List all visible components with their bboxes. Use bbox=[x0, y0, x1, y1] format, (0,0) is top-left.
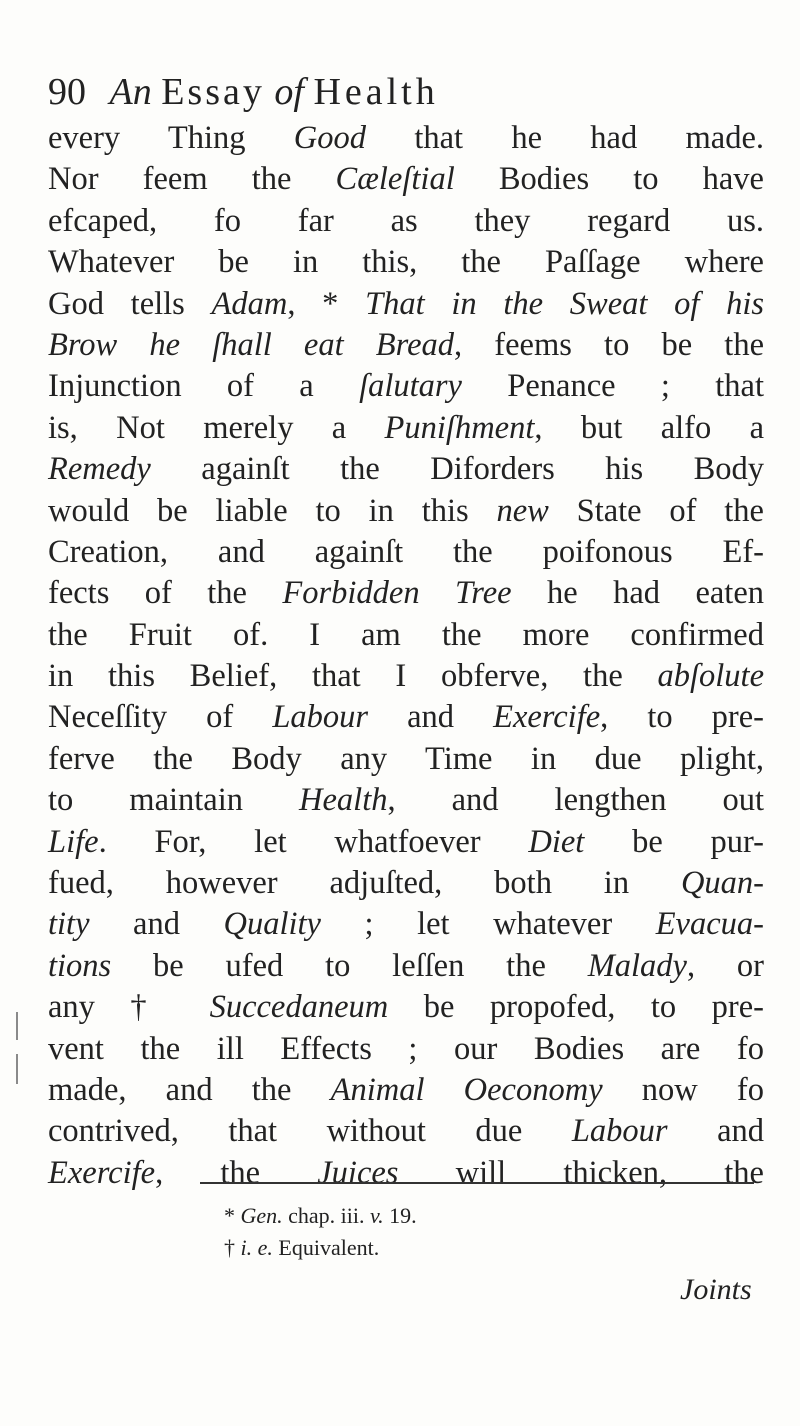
text-run: Neceſſity of bbox=[48, 699, 273, 736]
text-run: Equivalent. bbox=[272, 1235, 380, 1260]
text-run: , and lengthen out bbox=[387, 782, 764, 819]
text-run: , the bbox=[155, 1154, 318, 1191]
footnotes bbox=[224, 1200, 764, 1264]
text-run: that he had made. bbox=[366, 120, 765, 156]
text-run: would be liable to in this bbox=[48, 492, 497, 529]
body-line bbox=[48, 1029, 764, 1070]
italic-text: Brow he ſhall eat Bread bbox=[48, 326, 455, 363]
body-line bbox=[48, 946, 764, 987]
italic-text: Quality bbox=[223, 906, 321, 943]
text-run: and bbox=[89, 906, 224, 943]
italic-text: Life bbox=[48, 823, 99, 860]
body-line bbox=[48, 1111, 764, 1152]
body-line bbox=[48, 491, 764, 532]
body-line bbox=[48, 615, 764, 656]
text-run: , but alfo a bbox=[534, 409, 764, 446]
body-line bbox=[48, 904, 764, 945]
margin-mark bbox=[16, 1054, 18, 1084]
italic-text: Health bbox=[299, 782, 388, 819]
text-run: Penance ; that bbox=[461, 368, 764, 405]
text-run: Injunction of a bbox=[48, 368, 360, 405]
page-number: 90 bbox=[48, 71, 86, 113]
body-line bbox=[48, 573, 764, 614]
italic-text: Labour bbox=[571, 1113, 668, 1150]
body-line bbox=[48, 1070, 764, 1111]
body-line bbox=[48, 532, 764, 573]
text-run: be propofed, to pre- bbox=[388, 989, 764, 1026]
body-line bbox=[48, 201, 764, 242]
italic-text: i. e. bbox=[240, 1235, 273, 1260]
text-run: efcaped, fo far as they regard us. bbox=[48, 202, 764, 239]
text-run: is, Not merely a bbox=[48, 409, 385, 446]
text-run: any † bbox=[48, 989, 210, 1026]
italic-text: Quan- bbox=[680, 865, 764, 902]
italic-text: Forbidden Tree bbox=[282, 575, 512, 612]
italic-text: Puniſhment bbox=[384, 409, 535, 446]
italic-text: Diet bbox=[528, 823, 585, 860]
italic-text: Good bbox=[293, 120, 367, 156]
italic-text: Adam bbox=[211, 285, 288, 322]
italic-text: tions bbox=[48, 947, 112, 984]
text-run: State of the bbox=[548, 492, 764, 529]
italic-text: Evacua- bbox=[655, 906, 764, 943]
italic-text: Malady bbox=[587, 947, 687, 984]
text-run: † bbox=[224, 1235, 241, 1260]
text-run: will thicken, the bbox=[398, 1154, 764, 1191]
header-title-of: of bbox=[274, 71, 304, 113]
italic-text: That in the Sweat of his bbox=[365, 285, 764, 322]
italic-text: Animal Oeconomy bbox=[330, 1071, 603, 1108]
italic-text: Cæleſtial bbox=[335, 161, 455, 198]
text-run: 19. bbox=[383, 1203, 417, 1228]
header-title-essay: Essay bbox=[161, 71, 265, 113]
text-run: Whatever be in this, the Paſſage where bbox=[48, 244, 764, 281]
footnote-rule bbox=[200, 1182, 754, 1184]
italic-text: new bbox=[496, 492, 549, 529]
body-line bbox=[48, 159, 764, 200]
text-run: Nor feem the bbox=[48, 161, 336, 198]
text-run: , or bbox=[686, 947, 764, 984]
text-run: made, and the bbox=[48, 1071, 331, 1108]
text-run: fects of the bbox=[48, 575, 283, 612]
body-line bbox=[48, 408, 764, 449]
italic-text: Remedy bbox=[48, 451, 151, 488]
body-line bbox=[48, 863, 764, 904]
text-run: , feems to be the bbox=[454, 326, 764, 363]
text-run: now fo bbox=[602, 1071, 765, 1108]
italic-text: Exercife bbox=[493, 699, 601, 736]
body-line bbox=[48, 366, 764, 407]
text-run: be ufed to leſſen the bbox=[111, 947, 588, 984]
italic-text: v. bbox=[370, 1203, 384, 1228]
body-line bbox=[48, 987, 764, 1028]
text-run: and bbox=[368, 699, 494, 736]
italic-text: ſalutary bbox=[359, 368, 462, 405]
margin-mark bbox=[16, 1012, 18, 1040]
text-run: chap. iii. bbox=[282, 1203, 371, 1228]
text-run: and bbox=[667, 1113, 764, 1150]
body-text bbox=[48, 118, 764, 1194]
text-run: fued, however adjuſted, both in bbox=[48, 865, 681, 902]
body-line bbox=[48, 242, 764, 283]
body-line bbox=[48, 118, 764, 159]
italic-text: Labour bbox=[272, 699, 369, 736]
catchword: Joints bbox=[680, 1273, 752, 1306]
body-line bbox=[48, 284, 764, 325]
italic-text: Gen. bbox=[240, 1203, 283, 1228]
footnote-line bbox=[224, 1232, 764, 1264]
body-line bbox=[48, 822, 764, 863]
text-run: Bodies to have bbox=[454, 161, 764, 198]
text-run: ; let whatever bbox=[320, 906, 656, 943]
italic-text: Juices bbox=[317, 1154, 399, 1191]
body-line bbox=[48, 780, 764, 821]
footnote-line bbox=[224, 1200, 764, 1232]
text-run: to maintain bbox=[48, 782, 300, 819]
text-run: , to pre- bbox=[600, 699, 764, 736]
body-line bbox=[48, 739, 764, 780]
text-run: * bbox=[224, 1203, 241, 1228]
body-line bbox=[48, 449, 764, 490]
running-header bbox=[48, 62, 748, 122]
header-title-health: Health bbox=[313, 71, 439, 113]
body-line bbox=[48, 1153, 764, 1194]
text-run: ferve the Body any Time in due plight, bbox=[48, 740, 764, 777]
header-title-an: An bbox=[109, 71, 152, 113]
text-run: in this Belief, that I obferve, the bbox=[48, 658, 658, 695]
italic-text: Exercife bbox=[48, 1154, 156, 1191]
text-run: . For, let whatfoever bbox=[98, 823, 529, 860]
text-run: he had eaten bbox=[511, 575, 765, 612]
body-line bbox=[48, 325, 764, 366]
text-run: againſt the Diforders his Body bbox=[150, 451, 764, 488]
text-run: be pur- bbox=[584, 823, 764, 860]
text-run: vent the ill Effects ; our Bodies are fo bbox=[48, 1030, 764, 1067]
text-run: Creation, and againſt the poifonous Ef- bbox=[48, 533, 764, 570]
italic-text: abſolute bbox=[657, 658, 764, 695]
text-run: , * bbox=[287, 285, 366, 322]
text-run: God tells bbox=[48, 285, 212, 322]
italic-text: tity bbox=[48, 906, 90, 943]
italic-text: Succedaneum bbox=[209, 989, 389, 1026]
text-run: the Fruit of. I am the more confirmed bbox=[48, 616, 764, 653]
body-line bbox=[48, 656, 764, 697]
text-run: contrived, that without due bbox=[48, 1113, 572, 1150]
body-line bbox=[48, 697, 764, 738]
text-run: every Thing bbox=[48, 120, 294, 156]
